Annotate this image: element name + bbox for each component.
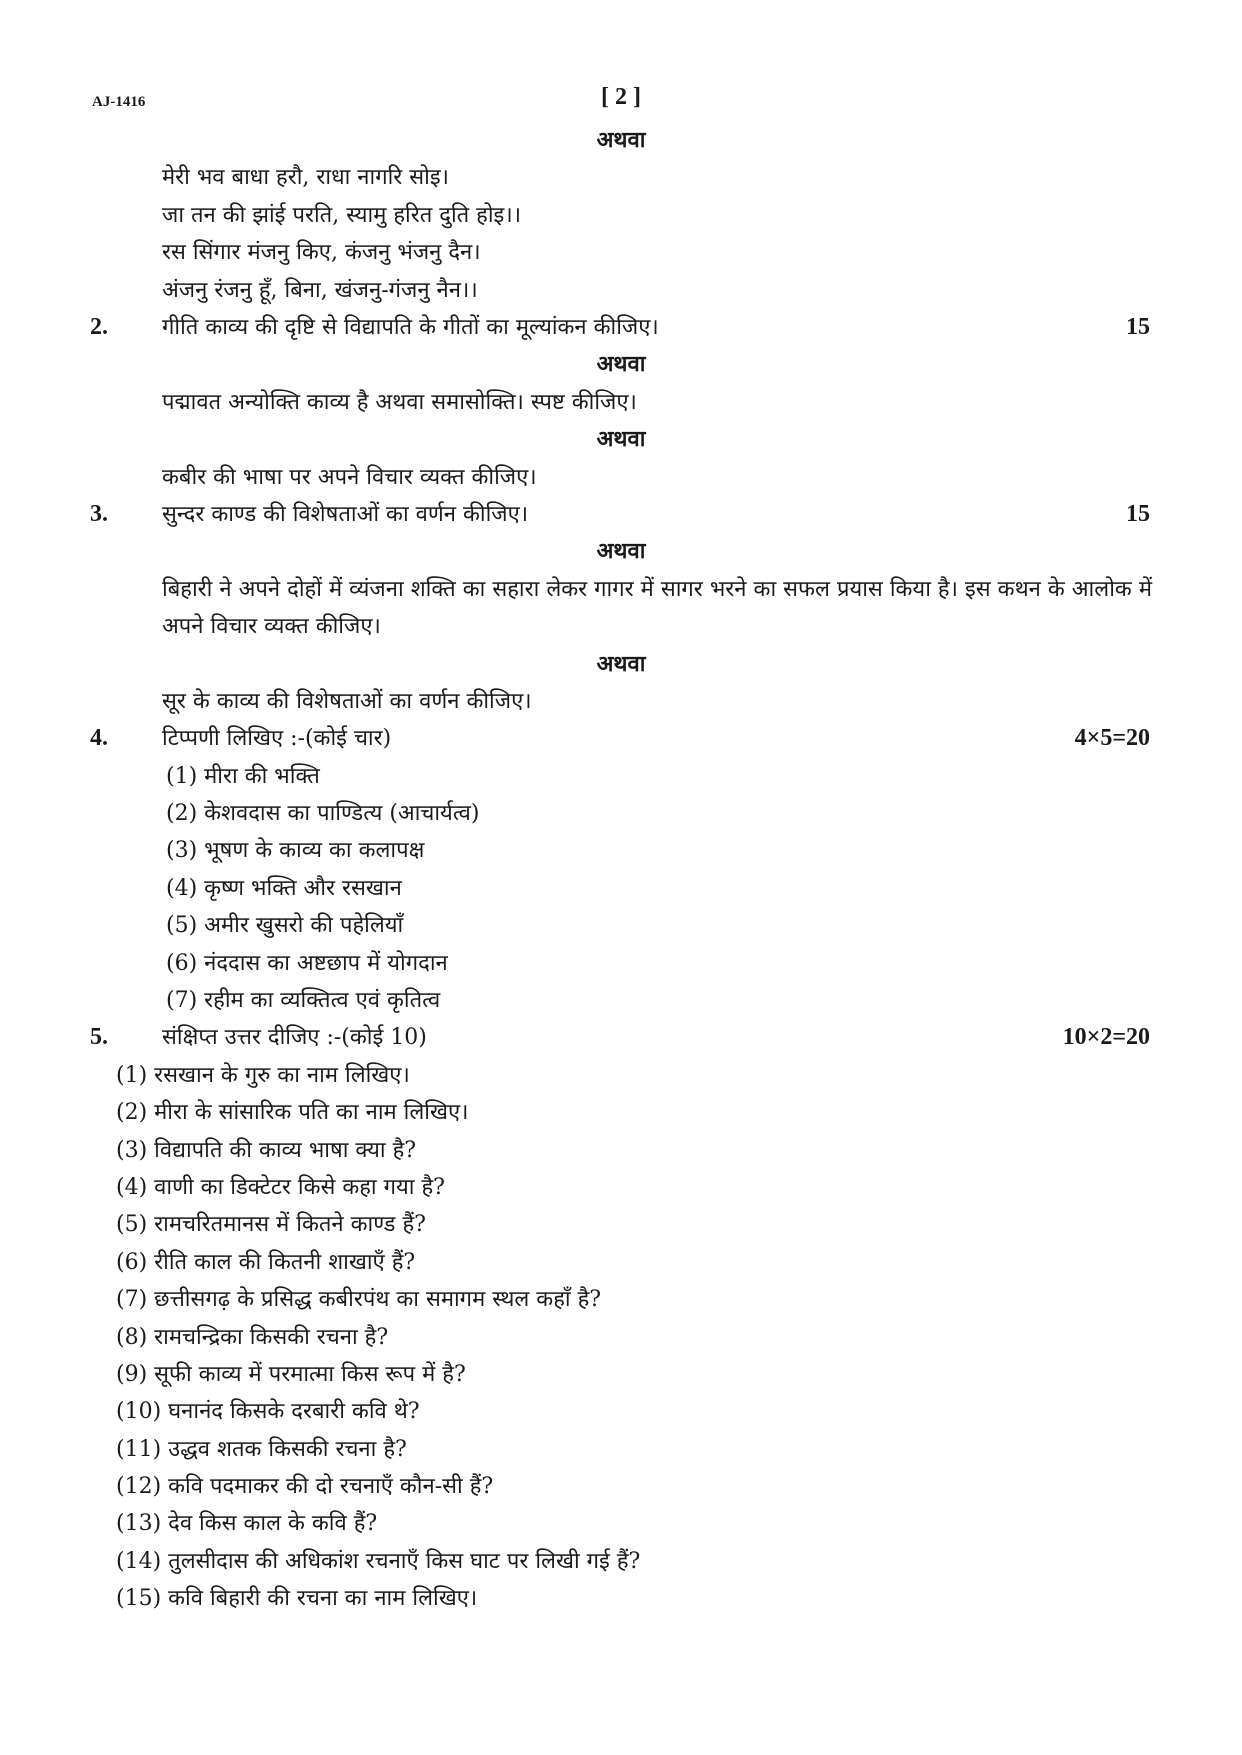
short-question — [0, 1244, 1242, 1281]
short-question — [0, 1132, 1242, 1169]
short-question-text: (11) उद्धव शतक किसकी रचना है? — [116, 1436, 407, 1462]
note-item — [0, 982, 1242, 1019]
note-item-text: (7) रहीम का व्यक्तित्व एवं कृतित्व — [166, 988, 441, 1014]
short-question-text: (10) घनानंद किसके दरबारी कवि थे? — [116, 1399, 420, 1425]
short-question-text: (6) रीति काल की कितनी शाखाएँ हैं? — [116, 1249, 416, 1275]
short-question — [0, 1431, 1242, 1468]
short-question-text: (4) वाणी का डिक्टेटर किसे कहा गया है? — [116, 1174, 445, 1200]
alternative-text: कबीर की भाषा पर अपने विचार व्यक्त कीजिए। — [162, 464, 537, 490]
note-item — [0, 758, 1242, 795]
note-item-text: (3) भूषण के काव्य का कलापक्ष — [166, 838, 425, 864]
note-item — [0, 795, 1242, 832]
question-5 — [0, 1019, 1242, 1056]
question-3 — [0, 496, 1242, 533]
page-number: [ 2 ] — [601, 84, 641, 110]
poem-line — [0, 234, 1242, 271]
alternative-text: पद्मावत अन्योक्ति काव्य है अथवा समासोक्ति। स्पष्ट कीजिए। — [162, 389, 637, 415]
short-question — [0, 1094, 1242, 1131]
short-question — [0, 1319, 1242, 1356]
short-question — [0, 1580, 1242, 1617]
poem-line — [0, 159, 1242, 196]
note-item-text: (2) केशवदास का पाण्डित्य (आचार्यत्व) — [166, 801, 480, 827]
question-text: गीति काव्य की दृष्टि से विद्यापति के गीतों का मूल्यांकन कीजिए। — [162, 314, 659, 340]
short-question-text: (13) देव किस काल के कवि हैं? — [116, 1511, 378, 1537]
question-2 — [0, 309, 1242, 346]
short-question-text: (5) रामचरितमानस में कितने काण्ड हैं? — [116, 1212, 426, 1238]
note-item — [0, 945, 1242, 982]
short-question — [0, 1169, 1242, 1206]
poem-line-text: रस सिंगार मंजनु किए, कंजनु भंजनु दैन। — [162, 240, 481, 266]
or-label: अथवा — [596, 426, 646, 453]
note-item-text: (4) कृष्ण भक्ति और रसखान — [166, 875, 402, 901]
poem-line-text: मेरी भव बाधा हरौ, राधा नागरि सोइ। — [162, 165, 449, 191]
or-label: अथवा — [596, 538, 646, 565]
short-question — [0, 1505, 1242, 1542]
question-marks: 4×5=20 — [1074, 725, 1150, 752]
short-question-text: (12) कवि पदमाकर की दो रचनाएँ कौन-सी हैं? — [116, 1474, 494, 1500]
short-question-text: (2) मीरा के सांसारिक पति का नाम लिखिए। — [116, 1100, 469, 1126]
paper-code: AJ-1416 — [92, 94, 146, 110]
short-question — [0, 1543, 1242, 1580]
or-label: अथवा — [596, 127, 646, 153]
short-question — [0, 1468, 1242, 1505]
short-question-text: (15) कवि बिहारी की रचना का नाम लिखिए। — [116, 1586, 478, 1612]
alternative-paragraph: बिहारी ने अपने दोहों में व्यंजना शक्ति का सहारा लेकर गागर में सागर भरने का सफल प्रयास किया है। इस कथन के आलोक में अपने विचार व्यक्त कीजिए। — [162, 576, 1152, 640]
short-question — [0, 1356, 1242, 1393]
short-question-text: (1) रसखान के गुरु का नाम लिखिए। — [116, 1062, 410, 1088]
question-number: 4. — [90, 725, 108, 752]
short-question — [0, 1206, 1242, 1243]
note-item — [0, 907, 1242, 944]
short-question-text: (9) सूफी काव्य में परमात्मा किस रूप में है? — [116, 1361, 466, 1387]
note-item — [0, 832, 1242, 869]
question-number: 3. — [90, 500, 108, 527]
or-label: अथवा — [596, 351, 646, 378]
question-content — [0, 122, 1242, 1618]
poem-line-text: जा तन की झांई परति, स्यामु हरित दुति होइ।। — [162, 202, 522, 228]
question-text: संक्षिप्त उत्तर दीजिए :-(कोई 10) — [162, 1025, 427, 1051]
poem-line — [0, 272, 1242, 309]
short-question-text: (3) विद्यापति की काव्य भाषा क्या है? — [116, 1137, 417, 1163]
note-item-text: (5) अमीर खुसरो की पहेलियाँ — [166, 913, 404, 939]
question-text: सुन्दर काण्ड की विशेषताओं का वर्णन कीजिए। — [162, 501, 529, 527]
question-alternative — [0, 459, 1242, 496]
poem-line-text: अंजनु रंजनु हूँ, बिना, खंजनु-गंजनु नैन।। — [162, 277, 478, 303]
question-alternative — [0, 683, 1242, 720]
question-marks: 15 — [1126, 500, 1150, 527]
question-alternative — [0, 384, 1242, 421]
poem-line — [0, 197, 1242, 234]
question-marks: 15 — [1126, 313, 1150, 340]
alternative-text: सूर के काव्य की विशेषताओं का वर्णन कीजिए। — [162, 688, 532, 714]
question-number: 5. — [90, 1024, 108, 1051]
note-item — [0, 870, 1242, 907]
question-4 — [0, 720, 1242, 757]
short-question — [0, 1281, 1242, 1318]
note-item-text: (6) नंददास का अष्टछाप में योगदान — [166, 950, 448, 976]
short-question-text: (8) रामचन्द्रिका किसकी रचना है? — [116, 1324, 389, 1350]
question-number: 2. — [90, 313, 108, 340]
question-marks: 10×2=20 — [1062, 1024, 1150, 1051]
short-question-text: (7) छत्तीसगढ़ के प्रसिद्ध कबीरपंथ का समागम स्थल कहाँ है? — [116, 1287, 602, 1313]
question-text: टिप्पणी लिखिए :-(कोई चार) — [162, 726, 392, 752]
short-question — [0, 1057, 1242, 1094]
or-label: अथवा — [596, 650, 646, 677]
short-question-text: (14) तुलसीदास की अधिकांश रचनाएँ किस घाट पर लिखी गई हैं? — [116, 1548, 641, 1574]
note-item-text: (1) मीरा की भक्ति — [166, 763, 320, 789]
short-question — [0, 1393, 1242, 1430]
